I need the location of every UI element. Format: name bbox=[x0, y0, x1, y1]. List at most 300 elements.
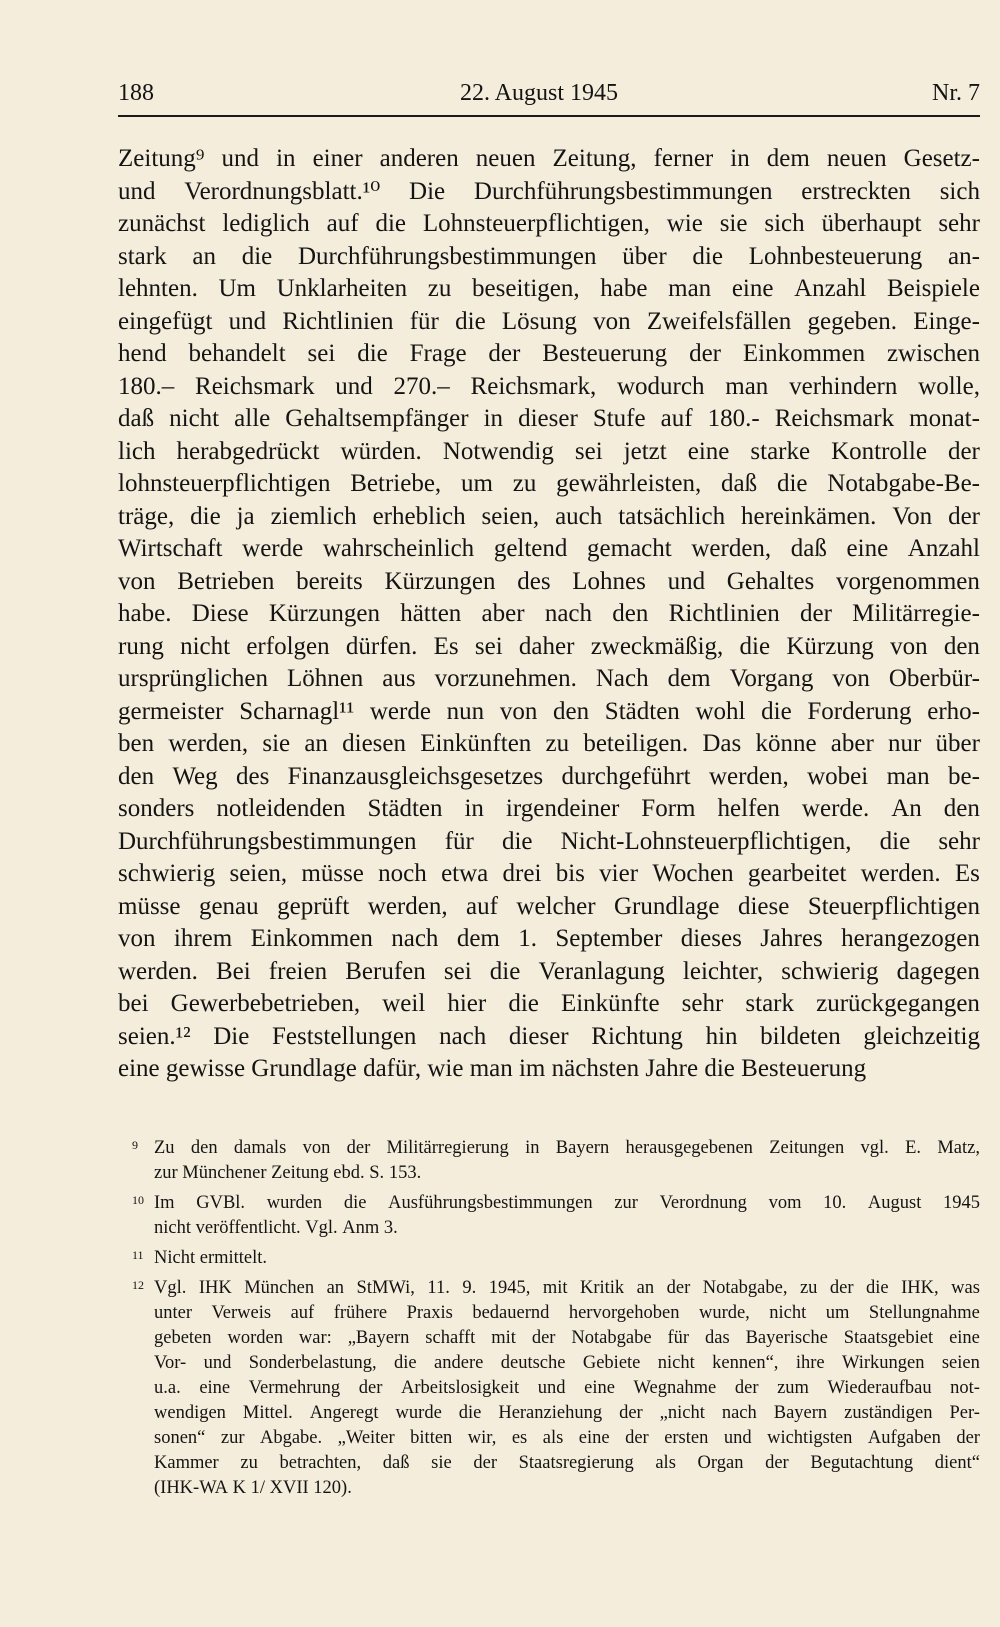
word: Reichsmark bbox=[195, 372, 315, 400]
word: einer bbox=[312, 145, 363, 172]
word: Stufe bbox=[592, 405, 646, 432]
word: und bbox=[203, 1353, 232, 1373]
body-text bbox=[118, 143, 980, 1086]
word: XVII bbox=[269, 1478, 314, 1498]
word: aus bbox=[382, 665, 416, 692]
footnote-line bbox=[154, 1161, 980, 1186]
body-line bbox=[118, 761, 980, 794]
word: dieser bbox=[508, 1022, 569, 1050]
word: die bbox=[776, 470, 808, 497]
word: ferner bbox=[653, 145, 714, 172]
word: zu bbox=[799, 1278, 818, 1298]
word: werden. bbox=[118, 957, 198, 985]
word: der bbox=[666, 1278, 691, 1298]
word: was bbox=[951, 1278, 980, 1298]
word: die bbox=[879, 827, 911, 855]
word: Heranziehung bbox=[498, 1403, 603, 1423]
word: Einkünfte bbox=[560, 990, 660, 1017]
word: Zeitung bbox=[271, 1163, 334, 1183]
word: Nicht-Lohnsteuerpflichtigen, bbox=[560, 827, 852, 855]
word: vom bbox=[768, 1193, 802, 1213]
word: Sonderbelastung, bbox=[248, 1353, 377, 1373]
word: für bbox=[667, 1328, 690, 1348]
word: sei bbox=[307, 340, 336, 367]
word: könne bbox=[755, 730, 817, 757]
word: und bbox=[221, 145, 260, 172]
word: tatsächlich bbox=[618, 502, 726, 530]
header-rule bbox=[118, 115, 980, 117]
word: auch bbox=[555, 502, 603, 530]
word: schwierig bbox=[781, 957, 879, 985]
word: sich bbox=[764, 210, 805, 237]
word: Kürzungen bbox=[384, 567, 496, 595]
word: auf bbox=[326, 210, 359, 237]
word: als bbox=[542, 1428, 564, 1448]
word: ihrem bbox=[173, 925, 233, 952]
word: nur bbox=[888, 730, 922, 757]
word: Durchführungsbestimmungen bbox=[297, 242, 597, 270]
word: Praxis bbox=[406, 1303, 453, 1323]
word: eine bbox=[199, 1378, 231, 1398]
word: ben bbox=[118, 730, 155, 757]
word: dient“ bbox=[934, 1453, 980, 1473]
word: noch bbox=[378, 860, 427, 887]
word: und bbox=[723, 1428, 752, 1448]
word: Lohnsteuerpflichtigen, bbox=[422, 210, 650, 237]
word: Abgabe. bbox=[259, 1428, 323, 1448]
word: der bbox=[765, 1453, 789, 1473]
word: die bbox=[458, 1403, 482, 1423]
body-line bbox=[118, 1021, 980, 1054]
word: frühere bbox=[333, 1303, 388, 1323]
word: (IHK-WA bbox=[154, 1478, 233, 1498]
word: von bbox=[499, 697, 538, 725]
word: zur bbox=[220, 1428, 245, 1448]
body-line bbox=[118, 403, 980, 436]
word: ursprünglichen bbox=[118, 665, 268, 692]
word: Gehaltes bbox=[726, 567, 815, 595]
word: diesen bbox=[342, 730, 407, 757]
word: der bbox=[473, 1453, 497, 1473]
word: weil bbox=[382, 990, 426, 1017]
word: beseitigen, bbox=[472, 275, 580, 302]
word: stark bbox=[118, 242, 167, 270]
word: 10. bbox=[823, 1193, 847, 1213]
word: Steuerpflichtigen bbox=[807, 892, 980, 920]
word: Per- bbox=[949, 1403, 980, 1423]
word: wie bbox=[666, 210, 703, 237]
body-line bbox=[118, 696, 980, 729]
word: des bbox=[236, 762, 270, 790]
word: freien bbox=[268, 957, 328, 985]
word: Wochen bbox=[652, 860, 734, 887]
word: zunächst bbox=[118, 210, 206, 237]
word: zur bbox=[154, 1163, 183, 1183]
word: des bbox=[517, 567, 551, 595]
footnote-line bbox=[154, 1426, 980, 1451]
word: gegeben. bbox=[807, 307, 898, 335]
word: nach bbox=[721, 1403, 757, 1423]
word: Die bbox=[213, 1022, 250, 1050]
word: sonen“ bbox=[154, 1428, 206, 1448]
word: aber bbox=[830, 730, 874, 757]
word: zu bbox=[512, 470, 537, 497]
word: erfolgen bbox=[246, 632, 330, 660]
word: dürfen. bbox=[345, 632, 418, 660]
footnote-line bbox=[154, 1326, 980, 1351]
word: nicht bbox=[154, 1218, 196, 1238]
word: von bbox=[832, 665, 870, 692]
word: zu bbox=[545, 730, 570, 757]
footnote-line bbox=[154, 1276, 980, 1301]
word: Besteuerung bbox=[741, 1055, 867, 1082]
word: Vor- bbox=[154, 1353, 187, 1373]
word: die bbox=[704, 1055, 742, 1082]
word: der bbox=[625, 1428, 649, 1448]
body-line bbox=[118, 598, 980, 631]
word: sei bbox=[474, 632, 503, 660]
word: wodurch bbox=[617, 372, 705, 400]
word: Städten bbox=[604, 697, 680, 725]
word: als bbox=[655, 1453, 676, 1473]
word: monat- bbox=[909, 405, 980, 432]
word: Aufgaben bbox=[867, 1428, 941, 1448]
word: die bbox=[692, 242, 723, 270]
word: Wirtschaft bbox=[118, 535, 223, 562]
word: Bei bbox=[215, 957, 251, 985]
word: nicht bbox=[769, 1303, 807, 1323]
word: daß bbox=[721, 470, 758, 497]
word: andere bbox=[434, 1353, 484, 1373]
word: Frage bbox=[409, 340, 467, 367]
word: müsse bbox=[301, 860, 364, 887]
word: anderen bbox=[379, 145, 459, 172]
word: der bbox=[947, 437, 980, 465]
word: eine bbox=[731, 275, 774, 302]
word: ermittelt. bbox=[199, 1248, 268, 1268]
word: wichtigsten bbox=[767, 1428, 853, 1448]
word: Oberbür- bbox=[888, 665, 980, 692]
word: Staatsgebiet bbox=[843, 1328, 934, 1348]
word: Beispiele bbox=[886, 275, 980, 302]
word: erstreckten bbox=[801, 177, 911, 205]
word: erheblich bbox=[372, 502, 466, 530]
word: Kontrolle bbox=[831, 437, 927, 465]
word: der bbox=[358, 1378, 383, 1398]
word: E. bbox=[905, 1138, 922, 1158]
footnote-line bbox=[154, 1301, 980, 1326]
word: herangezogen bbox=[841, 925, 980, 952]
footnote-line bbox=[154, 1451, 980, 1476]
word: u.a. bbox=[154, 1378, 181, 1398]
word: Finanzausgleichsgesetzes bbox=[287, 762, 544, 790]
word: Betrieben bbox=[177, 567, 275, 595]
word: nicht bbox=[657, 1353, 695, 1373]
footnote-line bbox=[154, 1246, 980, 1271]
word: der bbox=[948, 502, 980, 530]
word: die bbox=[866, 1278, 889, 1298]
word: zum bbox=[777, 1378, 809, 1398]
word: Organ bbox=[697, 1453, 744, 1473]
word: Einge- bbox=[913, 307, 980, 335]
word: germeister bbox=[118, 697, 224, 725]
word: von bbox=[118, 925, 156, 952]
word: der bbox=[800, 600, 832, 627]
word: um bbox=[460, 470, 493, 497]
word: Gebiete bbox=[582, 1353, 641, 1373]
word: gleichzeitig bbox=[863, 1022, 980, 1050]
body-line bbox=[118, 468, 980, 501]
word: lich bbox=[118, 437, 156, 465]
word: durchgeführt bbox=[561, 762, 691, 790]
word: Vorgang bbox=[729, 665, 814, 692]
word: eine bbox=[687, 437, 730, 465]
word: dem bbox=[456, 925, 500, 952]
word: drei bbox=[502, 860, 542, 887]
footnote-12 bbox=[132, 1276, 980, 1501]
word: Richtlinien bbox=[668, 600, 780, 627]
word: Diese bbox=[191, 600, 249, 627]
word: der bbox=[488, 340, 521, 367]
word: man bbox=[469, 1055, 519, 1082]
word: Gesetz- bbox=[903, 145, 980, 172]
word: Stellungnahme bbox=[868, 1303, 980, 1323]
word: Besteuerung bbox=[542, 340, 668, 367]
word: zu bbox=[427, 275, 452, 302]
word: wurde bbox=[395, 1403, 442, 1423]
word: das bbox=[704, 1328, 730, 1348]
word: hier bbox=[447, 990, 487, 1017]
word: zweckmäßig, bbox=[590, 632, 724, 660]
word: für bbox=[444, 827, 474, 855]
word: wolle, bbox=[918, 372, 980, 400]
word: die bbox=[501, 827, 533, 855]
word: sehr bbox=[938, 827, 980, 855]
word: daß bbox=[118, 405, 155, 432]
word: die bbox=[241, 242, 273, 270]
word: die bbox=[357, 340, 388, 367]
word: Lösung bbox=[501, 307, 577, 335]
word: ersten bbox=[664, 1428, 709, 1448]
word: Verordnung bbox=[659, 1193, 747, 1213]
word: im bbox=[518, 1055, 552, 1082]
word: sie bbox=[431, 1453, 452, 1473]
word: kennen“, bbox=[712, 1353, 779, 1373]
word: Anzahl bbox=[794, 275, 867, 302]
word: betrachten, bbox=[279, 1453, 362, 1473]
document-number: Nr. 7 bbox=[932, 80, 980, 106]
body-line bbox=[118, 501, 980, 534]
word: Kürzungen bbox=[268, 600, 380, 627]
word: Bayerische bbox=[745, 1328, 828, 1348]
word: und bbox=[228, 307, 267, 335]
running-header bbox=[118, 80, 980, 114]
footnote-marker: 9 bbox=[132, 1138, 138, 1152]
word: der bbox=[734, 1378, 759, 1398]
word: 1945 bbox=[943, 1193, 980, 1213]
word: eine bbox=[846, 535, 889, 562]
body-line bbox=[118, 858, 980, 891]
word: dafür, bbox=[363, 1055, 428, 1082]
word: bei bbox=[118, 990, 149, 1017]
word: Es bbox=[433, 632, 459, 660]
word: Zeitung⁹ bbox=[118, 145, 205, 172]
word: sei bbox=[443, 957, 472, 985]
word: daß bbox=[382, 1453, 410, 1473]
word: genau bbox=[198, 892, 259, 920]
footnote-line bbox=[154, 1216, 980, 1241]
word: auf bbox=[290, 1303, 315, 1323]
word: werden, bbox=[367, 892, 448, 920]
word: nicht bbox=[180, 632, 231, 660]
word: daß bbox=[790, 535, 827, 562]
word: Einkommen bbox=[742, 340, 866, 367]
word: Unklarheiten bbox=[276, 275, 408, 302]
word: behandelt bbox=[188, 340, 286, 367]
word: Ausführungsbestimmungen bbox=[388, 1193, 593, 1213]
word: Um bbox=[218, 275, 256, 302]
word: K bbox=[232, 1478, 251, 1498]
word: An bbox=[891, 795, 922, 822]
word: 180.– bbox=[118, 372, 175, 400]
word: in bbox=[483, 405, 504, 432]
word: zwischen bbox=[886, 340, 980, 367]
footnote-line bbox=[154, 1376, 980, 1401]
footnote-10 bbox=[132, 1191, 980, 1241]
footnote-11 bbox=[132, 1246, 980, 1271]
word: „nicht bbox=[659, 1403, 705, 1423]
body-line bbox=[118, 631, 980, 664]
word: jetzt bbox=[623, 437, 667, 465]
word: Durchführungsbestimmungen bbox=[473, 177, 773, 205]
word: Begutachtung bbox=[810, 1453, 914, 1473]
word: seien, bbox=[229, 860, 288, 887]
word: von bbox=[593, 307, 631, 335]
word: Anzahl bbox=[907, 535, 980, 562]
body-line bbox=[118, 826, 980, 859]
word: „Bayern bbox=[347, 1328, 410, 1348]
word: werden, bbox=[708, 762, 789, 790]
word: habe bbox=[600, 275, 648, 302]
word: Notabgabe bbox=[571, 1328, 652, 1348]
word: Richtung bbox=[591, 1022, 683, 1050]
word: Verweis bbox=[211, 1303, 272, 1323]
word: nach bbox=[391, 925, 439, 952]
word: die bbox=[739, 632, 771, 660]
body-line bbox=[118, 176, 980, 209]
word: die bbox=[394, 1353, 417, 1373]
word: Forderung bbox=[807, 697, 912, 725]
word: Reichsmark bbox=[774, 405, 895, 432]
word: 3. bbox=[383, 1218, 398, 1238]
word: wir, bbox=[467, 1428, 497, 1448]
word: an bbox=[304, 730, 328, 757]
word: Jahres bbox=[760, 925, 823, 952]
word: dieses bbox=[680, 925, 742, 952]
word: Weg bbox=[172, 762, 218, 790]
word: Grundlage bbox=[251, 1055, 364, 1082]
footnote-line bbox=[154, 1476, 980, 1501]
word: Angeregt bbox=[309, 1403, 379, 1423]
word: bis bbox=[555, 860, 585, 887]
word: die bbox=[508, 990, 539, 1017]
word: und bbox=[537, 1378, 566, 1398]
word: lediglich bbox=[222, 210, 310, 237]
word: welcher bbox=[516, 892, 596, 920]
word: die bbox=[343, 1193, 367, 1213]
word: Vermehrung bbox=[248, 1378, 341, 1398]
word: wurden bbox=[266, 1193, 323, 1213]
word: rung bbox=[118, 632, 164, 660]
word: bedauernd bbox=[472, 1303, 550, 1323]
word: der bbox=[346, 1138, 371, 1158]
word: Veranlagung bbox=[538, 957, 665, 985]
word: werde. bbox=[801, 795, 870, 822]
body-line bbox=[118, 956, 980, 989]
word: daher bbox=[518, 632, 575, 660]
body-line bbox=[118, 338, 980, 371]
word: dagegen bbox=[896, 957, 980, 985]
footnote-line bbox=[154, 1136, 980, 1161]
word: wurde, bbox=[698, 1303, 750, 1323]
word: Einkünften bbox=[420, 730, 532, 757]
word: sie bbox=[719, 210, 748, 237]
word: alle bbox=[234, 405, 271, 432]
word: sonders bbox=[118, 795, 195, 822]
word: hin bbox=[705, 1022, 738, 1050]
word: der bbox=[829, 1278, 854, 1298]
body-line bbox=[118, 208, 980, 241]
word: in bbox=[525, 1138, 540, 1158]
word: der bbox=[689, 340, 721, 367]
body-line bbox=[118, 273, 980, 306]
word: Das bbox=[702, 730, 742, 757]
word: Von bbox=[892, 502, 933, 530]
word: ebd. bbox=[333, 1163, 370, 1183]
word: mit bbox=[491, 1328, 516, 1348]
word: Städten bbox=[367, 795, 443, 822]
body-line bbox=[118, 371, 980, 404]
word: September bbox=[555, 925, 663, 952]
word: werde bbox=[369, 697, 431, 725]
word: „Weiter bbox=[337, 1428, 395, 1448]
body-line bbox=[118, 533, 980, 566]
word: sei bbox=[574, 437, 603, 465]
word: Durchführungsbestimmungen bbox=[118, 827, 417, 855]
word: Notabgabe-Be- bbox=[827, 470, 980, 497]
word: auf bbox=[660, 405, 693, 432]
footnotes bbox=[132, 1136, 980, 1501]
word: bereits bbox=[296, 567, 363, 595]
word: vgl. bbox=[860, 1138, 889, 1158]
word: träge, bbox=[118, 502, 175, 530]
word: neuen bbox=[826, 145, 887, 172]
word: von bbox=[890, 632, 928, 660]
footnote-9 bbox=[132, 1136, 980, 1186]
word: auf bbox=[466, 892, 498, 920]
word: wendigen bbox=[154, 1403, 226, 1423]
running-header-date: 22. August 1945 bbox=[460, 80, 619, 106]
word: Zeitung, bbox=[552, 145, 637, 172]
word: Zeitungen bbox=[769, 1138, 845, 1158]
word: dem bbox=[766, 145, 810, 172]
word: gewisse bbox=[165, 1055, 252, 1082]
word: worden bbox=[227, 1328, 283, 1348]
word: hervorgehoben bbox=[568, 1303, 680, 1323]
word: der bbox=[531, 1328, 556, 1348]
word: an bbox=[326, 1278, 345, 1298]
word: man bbox=[725, 372, 769, 400]
